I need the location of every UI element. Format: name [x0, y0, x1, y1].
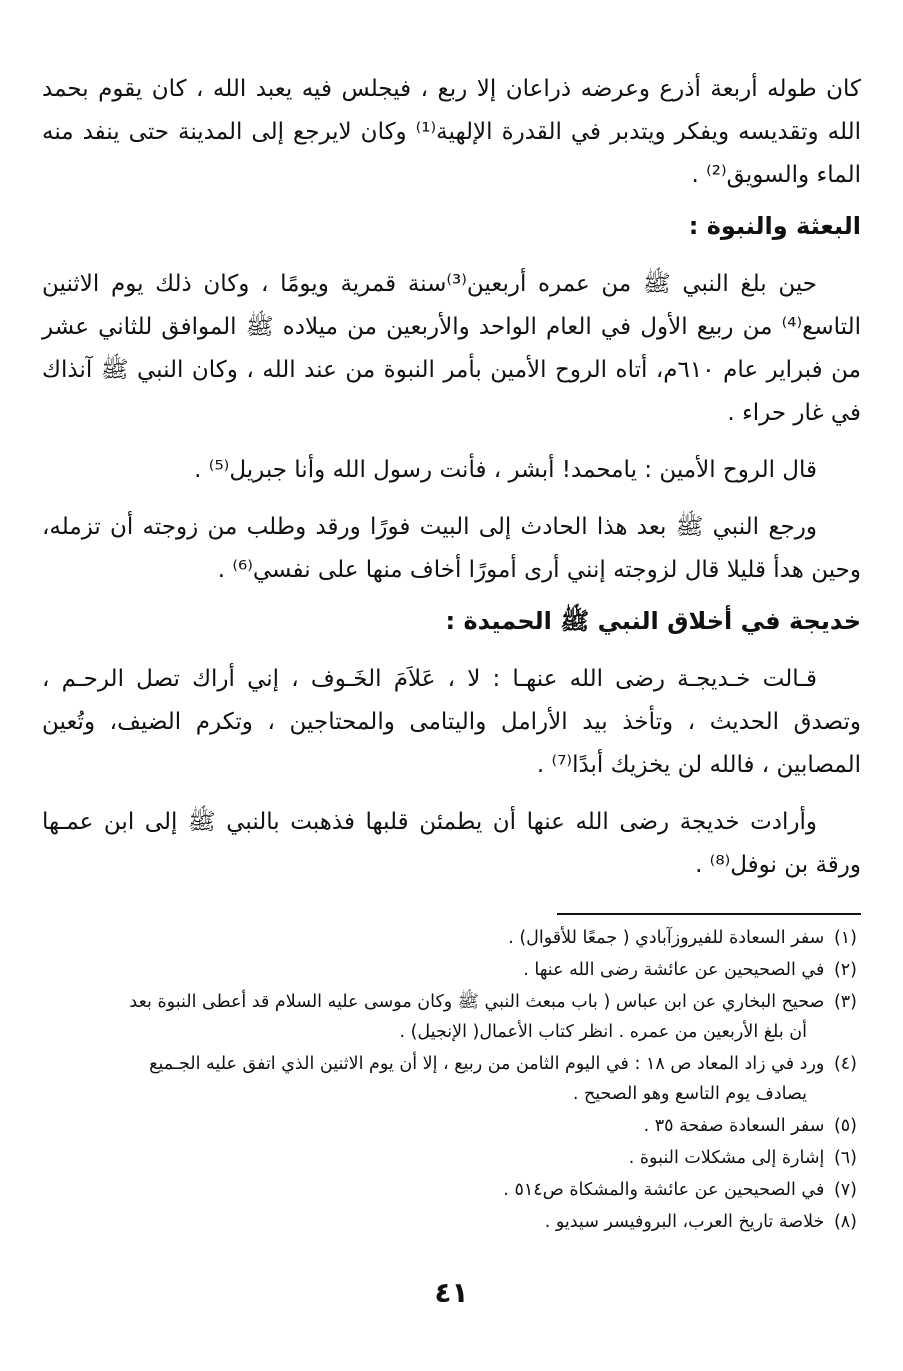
- footnote-text: ورد في زاد المعاد ص ١٨ : في اليوم الثامن من ربيع ، إلا أن يوم الاثنين الذي اتفق عليه الجـميع: [149, 1054, 825, 1074]
- footnote-number: (٥): [833, 1116, 857, 1136]
- footnote-2: [42, 955, 861, 985]
- footnote-8: [42, 1207, 861, 1237]
- footnote-5: [42, 1111, 861, 1141]
- footnote-text: سفر السعادة صفحة ٣٥ .: [643, 1116, 825, 1136]
- heading-khadija-morals: خديجة في أخلاق النبي ﷺ الحميدة :: [445, 607, 861, 635]
- paragraph-revelation-start: حين بلغ النبي ﷺ من عمره أربعين⁽³⁾سنة قمرية ويومًا ، وكان ذلك يوم الاثنين التاسع⁽⁴⁾ من ربيع الأول في العام الواحد والأربعين من ميلاده ﷺ الموافق للثاني عشر من فبراير عام ٦١٠م، أتاه الروح الأمين بأمر النبوة من عند الله ، وكان النبي ﷺ آنذاك في غار حراء .: [42, 271, 861, 426]
- footnote-number: (١): [833, 928, 857, 948]
- heading-mission-prophethood: البعثة والنبوة :: [688, 212, 861, 240]
- footnote-continuation: أن بلغ الأربعين من عمره . انظر كتاب الأعمال( الإنجيل) .: [399, 1022, 807, 1042]
- footnote-7: [42, 1175, 861, 1205]
- footnote-number: (٣): [833, 992, 857, 1012]
- footnote-text: سفر السعادة للفيروزآبادي ( جمعًا للأقوال) .: [508, 928, 825, 948]
- footnote-text: إشارة إلى مشكلات النبوة .: [628, 1148, 825, 1168]
- footnote-3: [42, 987, 861, 1047]
- footnotes-list: [42, 923, 861, 1237]
- footnote-number: (٢): [833, 960, 857, 980]
- paragraph-gabriel-speech: قال الروح الأمين : يامحمد! أبشر ، فأنت رسول الله وأنا جبريل⁽⁵⁾ .: [194, 457, 817, 483]
- paragraph-khalwa: كان طوله أربعة أذرع وعرضه ذراعان إلا ربع ، فيجلس فيه يعبد الله ، كان يقوم بحمد الله وتقديسه ويفكر ويتدبر في القدرة الإلهية⁽¹⁾ وكان لايرجع إلى المدينة حتى ينفد منه الماء والسويق⁽²⁾ .: [42, 76, 861, 188]
- footnote-6: [42, 1143, 861, 1173]
- footnote-number: (٦): [833, 1148, 857, 1168]
- footnote-number: (٤): [833, 1054, 857, 1074]
- footnote-text: صحيح البخاري عن ابن عباس ( باب مبعث النبي ﷺ وكان موسى عليه السلام قد أعطى النبوة بعد: [129, 992, 825, 1012]
- footnote-text: في الصحيحين عن عائشة والمشكاة ص٥١٤ .: [503, 1180, 825, 1200]
- footnote-4: [42, 1049, 861, 1109]
- footnote-number: (٧): [833, 1180, 857, 1200]
- page-number: ٤١: [434, 1276, 469, 1309]
- paragraph-waraqa: وأرادت خديجة رضى الله عنها أن يطمئن قلبها فذهبت بالنبي ﷺ إلى ابن عمـها ورقة بن نوفل⁽⁸⁾ .: [42, 809, 861, 878]
- paragraph-return-home: ورجع النبي ﷺ بعد هذا الحادث إلى البيت فورًا ورقد وطلب من زوجته أن تزمله، وحين هدأ قليلا قال لزوجته إنني أرى أمورًا أخاف منها على نفسي⁽⁶⁾ .: [42, 514, 861, 583]
- footnote-1: [42, 923, 861, 953]
- footnote-text: في الصحيحين عن عائشة رضى الله عنها .: [523, 960, 825, 980]
- footnote-number: (٨): [833, 1212, 857, 1232]
- footnote-text: خلاصة تاريخ العرب، البروفيسر سيديو .: [544, 1212, 825, 1232]
- footnote-continuation: يصادف يوم التاسع وهو الصحيح .: [572, 1084, 807, 1104]
- footnote-separator: [42, 913, 861, 915]
- paragraph-khadija-reply: قـالت خـديجـة رضى الله عنهـا : لا ، عَلاَمَ الخَـوف ، إني أراك تصل الرحـم ، وتصدق الحديث ، وتأخذ بيد الأرامل واليتامى والمحتاجين ، وتكرم الضيف، وتُعين المصابين ، فالله لن يخزيك أبدًا⁽⁷⁾ .: [42, 666, 861, 778]
